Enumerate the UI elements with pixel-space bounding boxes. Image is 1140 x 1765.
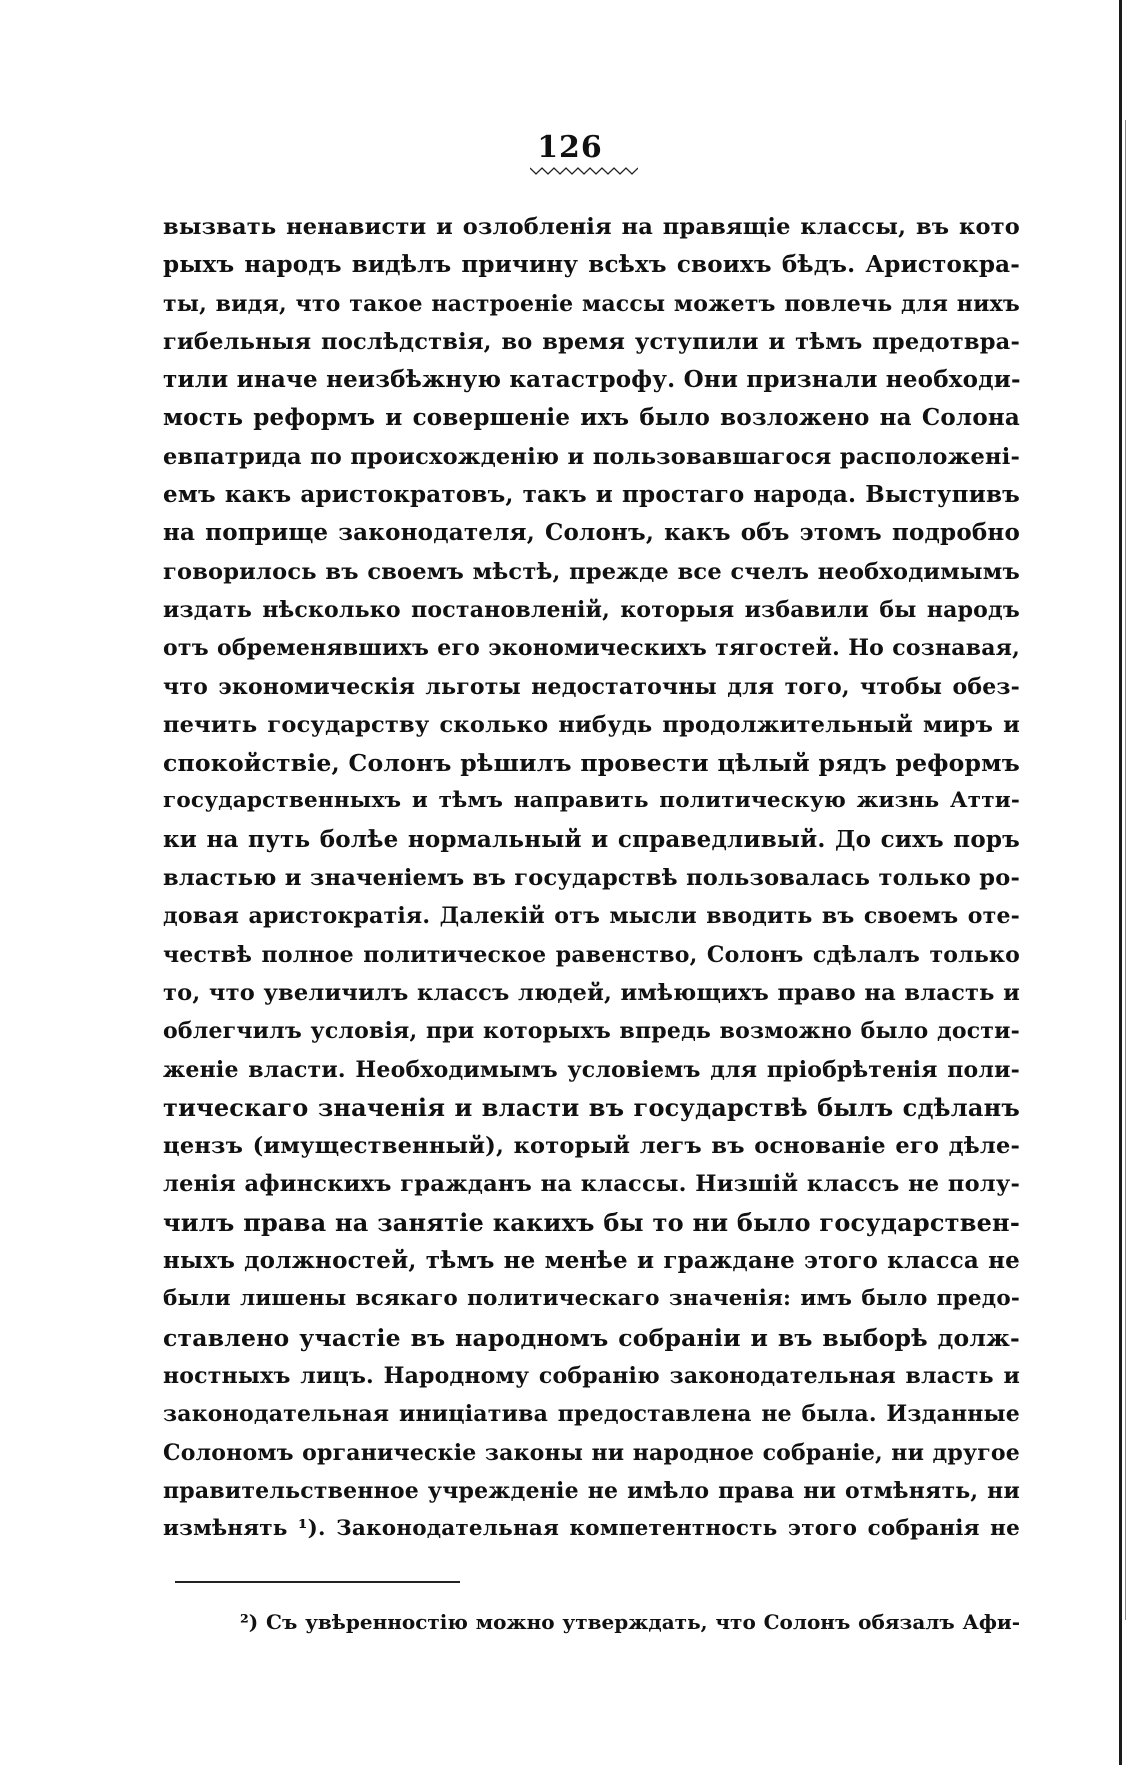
text-line: емъ какъ аристократовъ, такъ и простаго народа. Выступивъ xyxy=(163,481,1020,509)
text-line: облегчилъ условія, при которыхъ впредь возможно было дости- xyxy=(163,1018,1020,1045)
text-line: что экономическія льготы недостаточны для того, чтобы обез- xyxy=(163,673,1020,700)
text-line: правительственное учрежденіе не имѣло права ни отмѣнять, ни xyxy=(163,1477,1020,1504)
text-line: издать нѣсколько постановленій, которыя избавили бы народъ xyxy=(163,596,1020,623)
text-line: то, что увеличилъ классъ людей, имѣющихъ право на власть и xyxy=(163,979,1020,1006)
text-line: были лишены всякаго политическаго значенія: имъ было предо- xyxy=(163,1286,1020,1312)
text-line: вызвать ненависти и озлобленія на правящіе классы, въ кото xyxy=(163,214,1020,240)
text-line: рыхъ народъ видѣлъ причину всѣхъ своихъ бѣдъ. Аристокра- xyxy=(163,251,1020,279)
page-edge-shadow xyxy=(1125,120,1126,1620)
text-line: гибельныя послѣдствія, во время уступили и тѣмъ предотвра- xyxy=(163,328,1020,355)
text-line: отъ обременявшихъ его экономическихъ тягостей. Но сознавая, xyxy=(163,635,1020,662)
text-line: довая аристократія. Далекій отъ мысли вводить въ своемъ оте- xyxy=(163,903,1020,930)
text-line: властью и значеніемъ въ государствѣ пользовалась только ро- xyxy=(163,865,1020,892)
text-line: евпатрида по происхожденію и пользовавшагося расположені- xyxy=(163,443,1020,470)
ornament-icon xyxy=(530,166,638,176)
text-line: спокойствіе, Солонъ рѣшилъ провести цѣлый рядъ реформъ xyxy=(163,749,1020,778)
text-line: тическаго значенія и власти въ государствѣ былъ сдѣланъ xyxy=(163,1092,1020,1122)
text-line: цензъ (имущественный), который легъ въ основаніе его дѣле- xyxy=(163,1133,1020,1160)
page-edge-line xyxy=(1119,0,1122,1765)
text-line: женіе власти. Необходимымъ условіемъ для пріобрѣтенія поли- xyxy=(163,1056,1020,1083)
text-line: печить государству сколько нибудь продолжительный миръ и xyxy=(163,711,1020,738)
page-number: 126 xyxy=(537,130,603,165)
text-line: ставлено участіе въ народномъ собраніи и въ выборѣ долж- xyxy=(163,1323,1020,1352)
footnote: ²) Съ увѣренностію можно утверждать, что Солонъ обязалъ Афи- xyxy=(240,1610,1020,1634)
text-line: ленія афинскихъ гражданъ на классы. Низшій классъ не полу- xyxy=(163,1171,1020,1198)
text-line: законодательная иниціатива предоставлена не была. Изданные xyxy=(163,1401,1020,1428)
text-line: государственныхъ и тѣмъ направить политическую жизнь Атти- xyxy=(163,788,1020,814)
text-line: Солономъ органическіе законы ни народное собраніе, ни другое xyxy=(163,1439,1020,1466)
text-line: ты, видя, что такое настроеніе массы можетъ повлечь для нихъ xyxy=(163,290,1020,317)
text-line: чилъ права на занятіе какихъ бы то ни было государствен- xyxy=(163,1207,1020,1237)
text-line: тили иначе неизбѣжную катастрофу. Они признали необходи- xyxy=(163,366,1021,394)
text-line: ныхъ должностей, тѣмъ не менѣе и граждане этого класса не xyxy=(163,1247,1020,1275)
text-line: ностныхъ лицъ. Народному собранію законодательная власть и xyxy=(163,1362,1020,1389)
text-line: на поприще законодателя, Солонъ, какъ объ этомъ подробно xyxy=(163,519,1020,547)
text-line: чествѣ полное политическое равенство, Солонъ сдѣлалъ только xyxy=(163,941,1020,968)
footnote-rule xyxy=(175,1581,460,1583)
text-line: ки на путь болѣе нормальный и справедливый. До сихъ поръ xyxy=(163,825,1020,853)
text-line: мость реформъ и совершеніе ихъ было возложено на Солона xyxy=(163,404,1020,432)
text-line: говорилось въ своемъ мѣстѣ, прежде все счелъ необходимымъ xyxy=(163,558,1020,585)
body-text xyxy=(163,208,1020,1548)
text-line: измѣнять ¹). Законодательная компетентность этого собранія не xyxy=(163,1516,1020,1542)
